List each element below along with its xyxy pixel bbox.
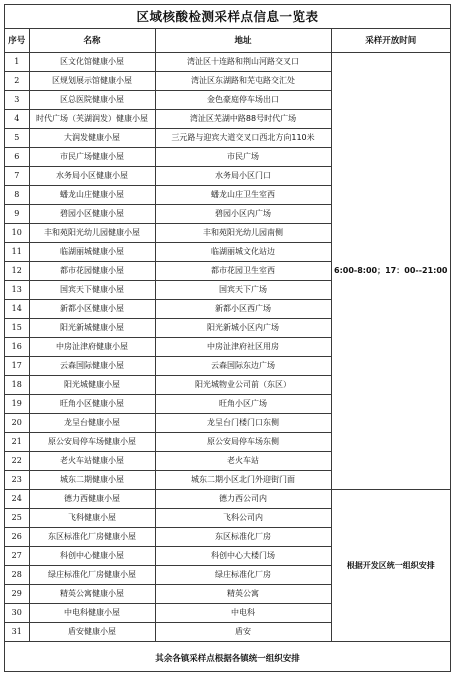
site-address: 湾沚区十连路和荆山河路交叉口 [155, 53, 331, 72]
row-number: 17 [5, 357, 29, 376]
page-title: 区域核酸检测采样点信息一览表 [5, 5, 450, 29]
row-number: 4 [5, 110, 29, 129]
site-address: 云森国际东边广场 [155, 357, 331, 376]
site-name: 旺角小区健康小屋 [29, 395, 155, 414]
row-number: 10 [5, 224, 29, 243]
header-name: 名称 [29, 29, 155, 53]
row-number: 8 [5, 186, 29, 205]
site-address: 阳光城物业公司前（东区） [155, 376, 331, 395]
site-address: 碧园小区内广场 [155, 205, 331, 224]
site-address: 新都小区西广场 [155, 300, 331, 319]
site-name: 东区标准化厂房健康小屋 [29, 528, 155, 547]
footer-note: 其余各镇采样点根据各镇统一组织安排 [5, 642, 450, 676]
table-row [5, 490, 450, 509]
row-number: 22 [5, 452, 29, 471]
row-number: 24 [5, 490, 29, 509]
row-number: 15 [5, 319, 29, 338]
row-number: 25 [5, 509, 29, 528]
site-name: 碧园小区健康小屋 [29, 205, 155, 224]
row-number: 20 [5, 414, 29, 433]
site-name: 精英公寓健康小屋 [29, 585, 155, 604]
site-name: 城东二期健康小屋 [29, 471, 155, 490]
row-number: 19 [5, 395, 29, 414]
row-number: 16 [5, 338, 29, 357]
site-name: 区规划展示馆健康小屋 [29, 72, 155, 91]
site-name: 阳光城健康小屋 [29, 376, 155, 395]
site-name: 国宾天下健康小屋 [29, 281, 155, 300]
site-name: 科创中心健康小屋 [29, 547, 155, 566]
site-name: 盾安健康小屋 [29, 623, 155, 642]
row-number: 29 [5, 585, 29, 604]
site-name: 时代广场（芙湖润发）健康小屋 [29, 110, 155, 129]
site-address: 龙呈台门楼门口东侧 [155, 414, 331, 433]
site-name: 德力西健康小屋 [29, 490, 155, 509]
site-name: 原公安局停车场健康小屋 [29, 433, 155, 452]
table-body [5, 53, 450, 642]
site-address: 盾安 [155, 623, 331, 642]
row-number: 1 [5, 53, 29, 72]
site-address: 德力西公司内 [155, 490, 331, 509]
site-name: 水务局小区健康小屋 [29, 167, 155, 186]
row-number: 28 [5, 566, 29, 585]
site-address: 东区标准化厂房 [155, 528, 331, 547]
row-number: 6 [5, 148, 29, 167]
row-number: 3 [5, 91, 29, 110]
site-name: 大润发健康小屋 [29, 129, 155, 148]
row-number: 21 [5, 433, 29, 452]
row-number: 30 [5, 604, 29, 623]
row-number: 7 [5, 167, 29, 186]
hours-group-1: 6:00-8:00；17：00--21:00 [331, 53, 450, 490]
site-address: 旺角小区广场 [155, 395, 331, 414]
info-sheet [4, 4, 451, 672]
site-address: 都市花园卫生室西 [155, 262, 331, 281]
site-name: 区文化馆健康小屋 [29, 53, 155, 72]
row-number: 27 [5, 547, 29, 566]
site-address: 临湖丽城文化站边 [155, 243, 331, 262]
site-name: 丰和苑阳光幼儿园健康小屋 [29, 224, 155, 243]
site-address: 飞科公司内 [155, 509, 331, 528]
site-address: 中房沚津府社区用房 [155, 338, 331, 357]
site-address: 中电科 [155, 604, 331, 623]
site-address: 老火车站 [155, 452, 331, 471]
site-name: 阳光新城健康小屋 [29, 319, 155, 338]
site-address: 阳光新城小区内广场 [155, 319, 331, 338]
site-address: 精英公寓 [155, 585, 331, 604]
site-name: 蟠龙山庄健康小屋 [29, 186, 155, 205]
site-name: 市民广场健康小屋 [29, 148, 155, 167]
header-address: 地址 [155, 29, 331, 53]
table-row [5, 53, 450, 72]
site-name: 都市花园健康小屋 [29, 262, 155, 281]
site-name: 绿庄标准化厂房健康小屋 [29, 566, 155, 585]
site-address: 丰和苑阳光幼儿园南侧 [155, 224, 331, 243]
site-address: 原公安局停车场东侧 [155, 433, 331, 452]
site-address: 水务局小区门口 [155, 167, 331, 186]
row-number: 18 [5, 376, 29, 395]
row-number: 9 [5, 205, 29, 224]
site-address: 科创中心大楼门场 [155, 547, 331, 566]
row-number: 12 [5, 262, 29, 281]
site-name: 龙呈台健康小屋 [29, 414, 155, 433]
row-number: 11 [5, 243, 29, 262]
site-name: 临湖丽城健康小屋 [29, 243, 155, 262]
site-name: 老火车站健康小屋 [29, 452, 155, 471]
site-address: 国宾天下广场 [155, 281, 331, 300]
site-address: 市民广场 [155, 148, 331, 167]
header-no: 序号 [5, 29, 29, 53]
site-name: 中电科健康小屋 [29, 604, 155, 623]
site-name: 中房沚津府健康小屋 [29, 338, 155, 357]
row-number: 13 [5, 281, 29, 300]
site-address: 三元路与迎宾大道交叉口西北方向110米 [155, 129, 331, 148]
row-number: 26 [5, 528, 29, 547]
site-address: 蟠龙山庄卫生室西 [155, 186, 331, 205]
header-hours: 采样开放时间 [331, 29, 450, 53]
row-number: 2 [5, 72, 29, 91]
site-address: 绿庄标准化厂房 [155, 566, 331, 585]
footer-row [5, 642, 450, 676]
row-number: 23 [5, 471, 29, 490]
site-address: 金色豪庭停车场出口 [155, 91, 331, 110]
site-name: 云森国际健康小屋 [29, 357, 155, 376]
table-header-row [5, 29, 450, 53]
row-number: 5 [5, 129, 29, 148]
site-name: 飞科健康小屋 [29, 509, 155, 528]
site-name: 新都小区健康小屋 [29, 300, 155, 319]
sampling-sites-table [5, 29, 450, 676]
row-number: 14 [5, 300, 29, 319]
site-address: 湾沚区东湖路和芜屯路交汇处 [155, 72, 331, 91]
hours-group-2: 根据开发区统一组织安排 [331, 490, 450, 642]
site-address: 湾沚区芜湖中路88号时代广场 [155, 110, 331, 129]
row-number: 31 [5, 623, 29, 642]
site-name: 区总医院健康小屋 [29, 91, 155, 110]
site-address: 城东二期小区北门外迎街门面 [155, 471, 331, 490]
